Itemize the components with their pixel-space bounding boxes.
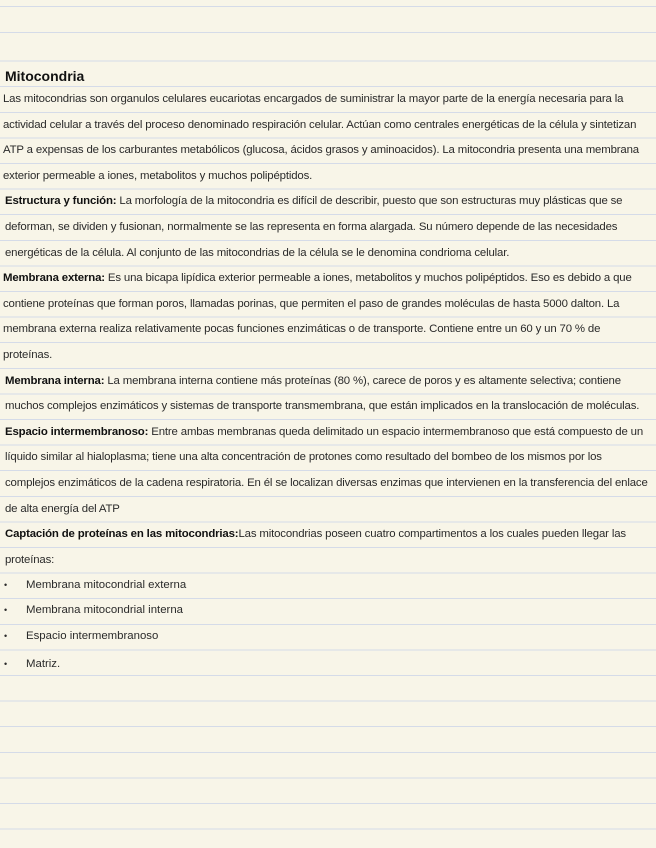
list-item — [3, 573, 649, 598]
section-membrana-interna — [3, 369, 649, 420]
section-text: Es una bicapa lipídica exterior permeable a iones, metabolitos y muchos polipéptidos. Eso es debido a que contiene proteínas que forman poros, llamadas porinas, que permiten el paso de grandes moléculas de hasta 5000 dalton. La membrana externa realiza relativamente pocas funciones enzimáticas o de transporte. Contiene entre un 60 y un 70 % de proteínas. — [3, 272, 632, 361]
section-text: La morfología de la mitocondria es difícil de describir, puesto que son estructuras muy plásticas que se deforman, se dividen y fusionan, normalmente se las representa en forma alargada. Su número depende de las necesidades energéticas de la célula. Al conjunto de las mitocondrias de la célula se le denomina condrioma celular. — [5, 195, 623, 259]
section-heading: Captación de proteínas en las mitocondrias: — [5, 528, 239, 541]
section-heading: Membrana interna: — [5, 374, 105, 387]
compartments-list — [3, 573, 649, 677]
bullet-icon: • — [4, 658, 8, 669]
section-estructura — [3, 189, 649, 266]
list-item — [3, 598, 649, 623]
bullet-icon: • — [4, 605, 8, 616]
list-item-label: Matriz. — [26, 657, 61, 670]
list-item-label: Membrana mitocondrial externa — [26, 579, 187, 592]
page-title: Mitocondria — [5, 68, 85, 84]
list-item-label: Espacio intermembranoso — [26, 629, 159, 642]
section-text: Las mitocondrias poseen cuatro compartimentos a los cuales pueden llegar las proteínas: — [5, 528, 626, 566]
list-item-label: Membrana mitocondrial interna — [26, 604, 184, 617]
section-membrana-externa — [3, 266, 649, 368]
section-text: Entre ambas membranas queda delimitado un espacio intermembranoso que está compuesto de un líquido similar al hialoplasma; tiene una alta concentración de protones como resultado del bombeo de los mismos por los complejos enzimáticos de la cadena respiratoria. En él se localizan diversas enzimas que intervienen en la transferencia del enlace de alta energía del ATP — [5, 425, 648, 515]
list-item — [3, 652, 649, 677]
bullet-icon: • — [4, 630, 8, 641]
intro-paragraph: Las mitocondrias son organulos celulares eucariotas encargados de suministrar la mayor parte de la energía necesaria para la actividad celular a través del proceso denominado respiración celular. Actúan como centrales energéticas de la célula y sintetizan ATP a expensas de los carburantes metabólicos (glucosa, ácidos grasos y aminoacidos). La mitocondria presenta una membrana exterior permeable a iones, metabolitos y muchos polipéptidos. — [3, 93, 639, 182]
section-heading: Membrana externa: — [3, 272, 105, 285]
section-espacio-intermembranoso — [3, 420, 649, 522]
bullet-icon: • — [4, 580, 8, 591]
section-heading: Espacio intermembranoso: — [5, 425, 149, 438]
section-heading: Estructura y función: — [5, 195, 117, 208]
document-page — [3, 65, 649, 677]
section-text: La membrana interna contiene más proteínas (80 %), carece de poros y es altamente selectiva; contiene muchos complejos enzimáticos y sistemas de transporte transmembrana, que están implicados en la translocación de moléculas. — [5, 374, 640, 413]
section-captacion-proteinas — [3, 522, 649, 573]
list-item — [3, 624, 649, 649]
